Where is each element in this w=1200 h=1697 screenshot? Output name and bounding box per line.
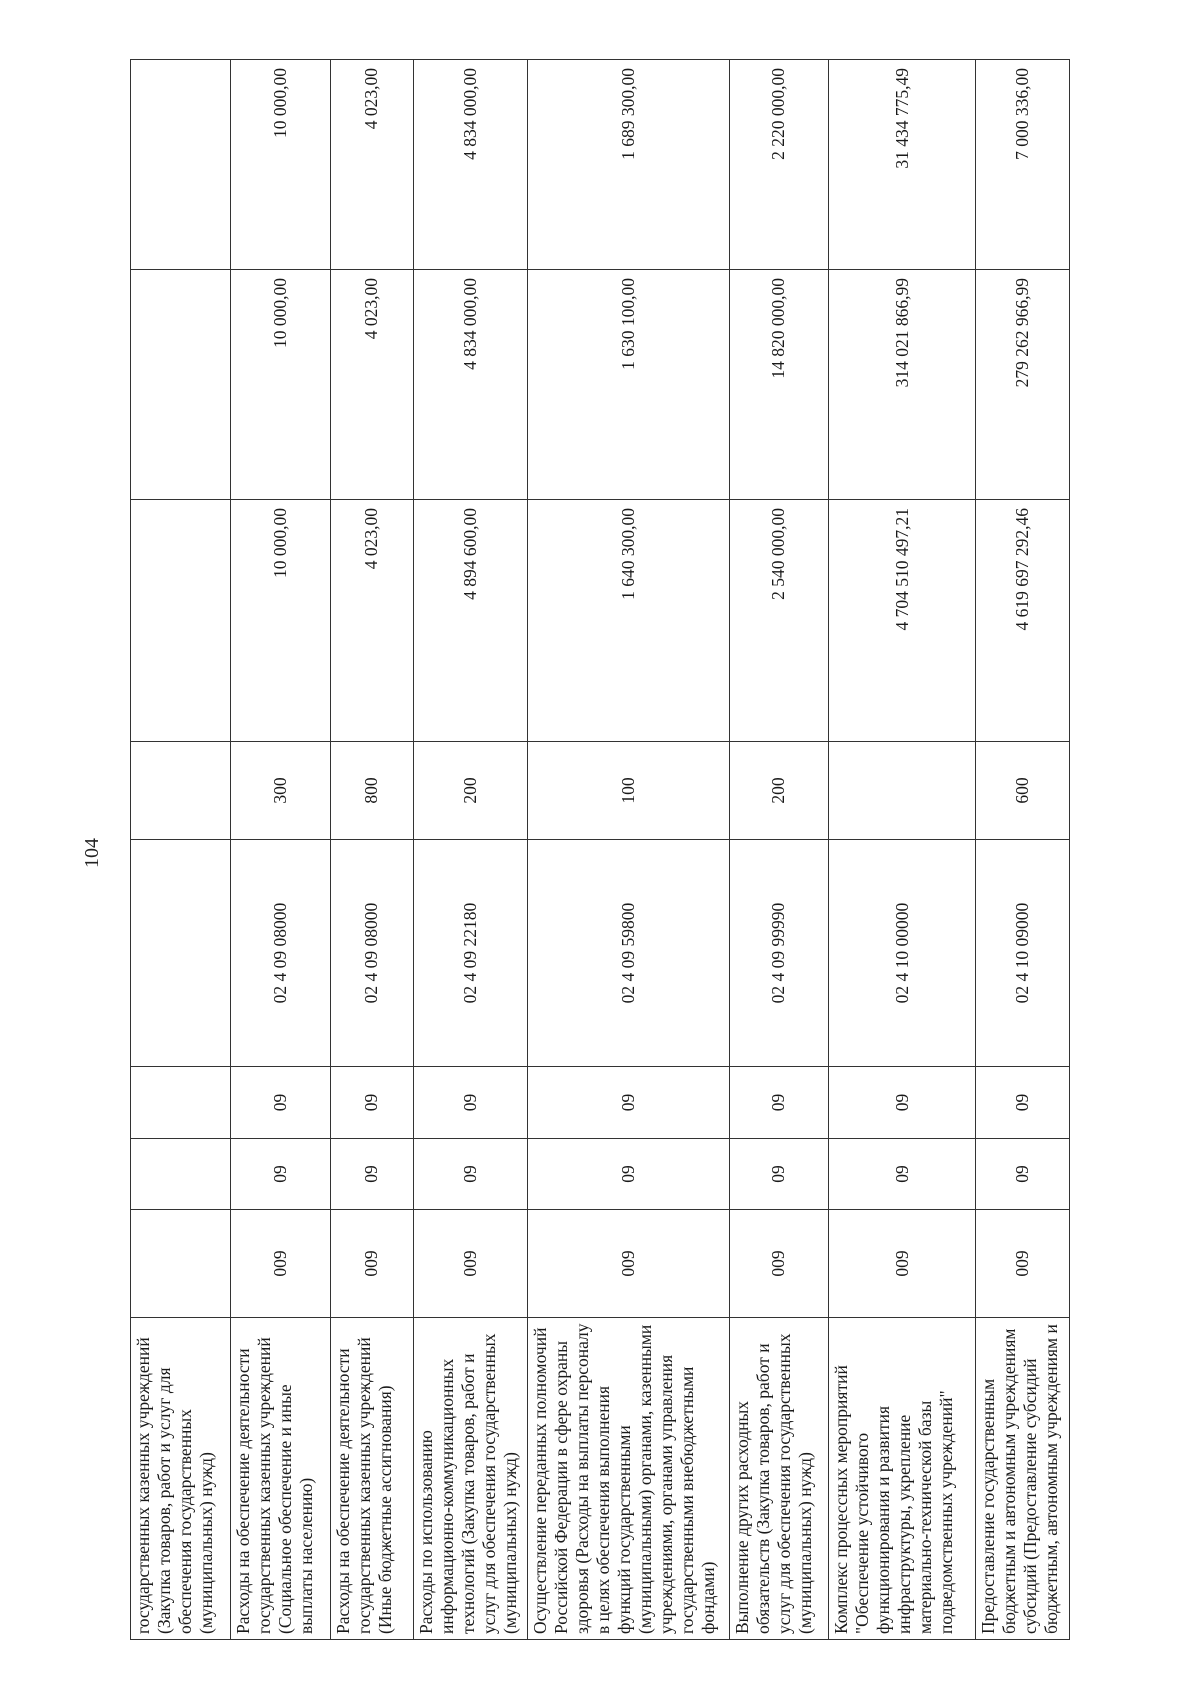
cell-description: Комплекс процессных мероприятий "Обеспечение устойчивого функционирования и развития инфраструктуры, укрепление материально-технической базы подведомственных учреждений" — [828, 1318, 976, 1640]
cell-admin-code: 009 — [729, 1210, 828, 1318]
cell-sum-year-1: 10 000,00 — [230, 500, 330, 742]
table-row — [413, 60, 527, 1640]
cell-sum-year-3: 31 434 775,49 — [828, 60, 976, 270]
cell-sum-year-1: 1 640 300,00 — [528, 500, 730, 742]
table-row — [528, 60, 730, 1640]
cell-target-article: 02 4 10 00000 — [828, 840, 976, 1067]
cell-sum-year-1: 4 894 600,00 — [413, 500, 527, 742]
cell-target-article — [131, 840, 231, 1067]
cell-section: 09 — [230, 1139, 330, 1210]
cell-sum-year-3: 4 834 000,00 — [413, 60, 527, 270]
table-row — [976, 60, 1070, 1640]
cell-target-article: 02 4 09 22180 — [413, 840, 527, 1067]
cell-section: 09 — [976, 1139, 1070, 1210]
cell-sum-year-1: 4 619 697 292,46 — [976, 500, 1070, 742]
cell-subsection: 09 — [330, 1067, 413, 1139]
cell-description: государственных казенных учреждений (Закупка товаров, работ и услуг для обеспечения государственных (муниципальных) нужд) — [131, 1318, 231, 1640]
table-row — [330, 60, 413, 1640]
cell-section: 09 — [828, 1139, 976, 1210]
cell-sum-year-3 — [131, 60, 231, 270]
cell-subsection: 09 — [828, 1067, 976, 1139]
cell-description: Осуществление переданных полномочий Российской Федерации в сфере охраны здоровья (Расходы на выплаты персоналу в целях обеспечения выполнения функций государственными (муниципальными) органами, казенными учреждениями, органами управления государственными внебюджетными фондами) — [528, 1318, 730, 1640]
cell-description: Предоставление государственным бюджетным и автономным учреждениям субсидий (Предоставление субсидий бюджетным, автономным учреждениям и — [976, 1318, 1070, 1640]
cell-sum-year-2: 314 021 866,99 — [828, 270, 976, 500]
cell-expense-type: 100 — [528, 742, 730, 840]
cell-sum-year-2: 279 262 966,99 — [976, 270, 1070, 500]
cell-section: 09 — [413, 1139, 527, 1210]
cell-expense-type: 200 — [729, 742, 828, 840]
cell-subsection — [131, 1067, 231, 1139]
cell-target-article: 02 4 09 99990 — [729, 840, 828, 1067]
cell-expense-type: 800 — [330, 742, 413, 840]
cell-expense-type: 300 — [230, 742, 330, 840]
cell-admin-code: 009 — [976, 1210, 1070, 1318]
cell-sum-year-2: 10 000,00 — [230, 270, 330, 500]
cell-sum-year-1: 4 704 510 497,21 — [828, 500, 976, 742]
cell-subsection: 09 — [528, 1067, 730, 1139]
cell-target-article: 02 4 09 08000 — [330, 840, 413, 1067]
budget-table — [130, 59, 1070, 1640]
table-row — [131, 60, 231, 1640]
cell-description: Расходы на обеспечение деятельности государственных казенных учреждений (Иные бюджетные ассигнования) — [330, 1318, 413, 1640]
cell-admin-code: 009 — [230, 1210, 330, 1318]
cell-admin-code: 009 — [528, 1210, 730, 1318]
cell-sum-year-3: 2 220 000,00 — [729, 60, 828, 270]
cell-section: 09 — [729, 1139, 828, 1210]
cell-sum-year-3: 1 689 300,00 — [528, 60, 730, 270]
cell-sum-year-3: 4 023,00 — [330, 60, 413, 270]
cell-target-article: 02 4 10 09000 — [976, 840, 1070, 1067]
cell-section: 09 — [528, 1139, 730, 1210]
table-row — [729, 60, 828, 1640]
cell-subsection: 09 — [230, 1067, 330, 1139]
cell-section — [131, 1139, 231, 1210]
cell-description: Выполнение других расходных обязательств (Закупка товаров, работ и услуг для обеспечения государственных (муниципальных) нужд) — [729, 1318, 828, 1640]
cell-sum-year-1: 2 540 000,00 — [729, 500, 828, 742]
cell-target-article: 02 4 09 59800 — [528, 840, 730, 1067]
cell-expense-type — [131, 742, 231, 840]
cell-target-article: 02 4 09 08000 — [230, 840, 330, 1067]
cell-sum-year-3: 10 000,00 — [230, 60, 330, 270]
cell-subsection: 09 — [413, 1067, 527, 1139]
cell-subsection: 09 — [729, 1067, 828, 1139]
page-number: 104 — [80, 838, 103, 868]
cell-expense-type — [828, 742, 976, 840]
table-row — [828, 60, 976, 1640]
cell-admin-code: 009 — [330, 1210, 413, 1318]
cell-sum-year-2 — [131, 270, 231, 500]
cell-description: Расходы на обеспечение деятельности государственных казенных учреждений (Социальное обеспечение и иные выплаты населению) — [230, 1318, 330, 1640]
cell-sum-year-1 — [131, 500, 231, 742]
cell-sum-year-2: 4 023,00 — [330, 270, 413, 500]
cell-sum-year-2: 14 820 000,00 — [729, 270, 828, 500]
rotated-table-container — [130, 60, 1070, 1640]
cell-sum-year-3: 7 000 336,00 — [976, 60, 1070, 270]
cell-admin-code: 009 — [413, 1210, 527, 1318]
cell-sum-year-2: 1 630 100,00 — [528, 270, 730, 500]
cell-sum-year-2: 4 834 000,00 — [413, 270, 527, 500]
cell-sum-year-1: 4 023,00 — [330, 500, 413, 742]
cell-subsection: 09 — [976, 1067, 1070, 1139]
cell-expense-type: 600 — [976, 742, 1070, 840]
cell-admin-code: 009 — [828, 1210, 976, 1318]
cell-description: Расходы по использованию информационно-коммуникационных технологий (Закупка товаров, работ и услуг для обеспечения государственных (муниципальных) нужд) — [413, 1318, 527, 1640]
cell-section: 09 — [330, 1139, 413, 1210]
cell-admin-code — [131, 1210, 231, 1318]
cell-expense-type: 200 — [413, 742, 527, 840]
table-row — [230, 60, 330, 1640]
